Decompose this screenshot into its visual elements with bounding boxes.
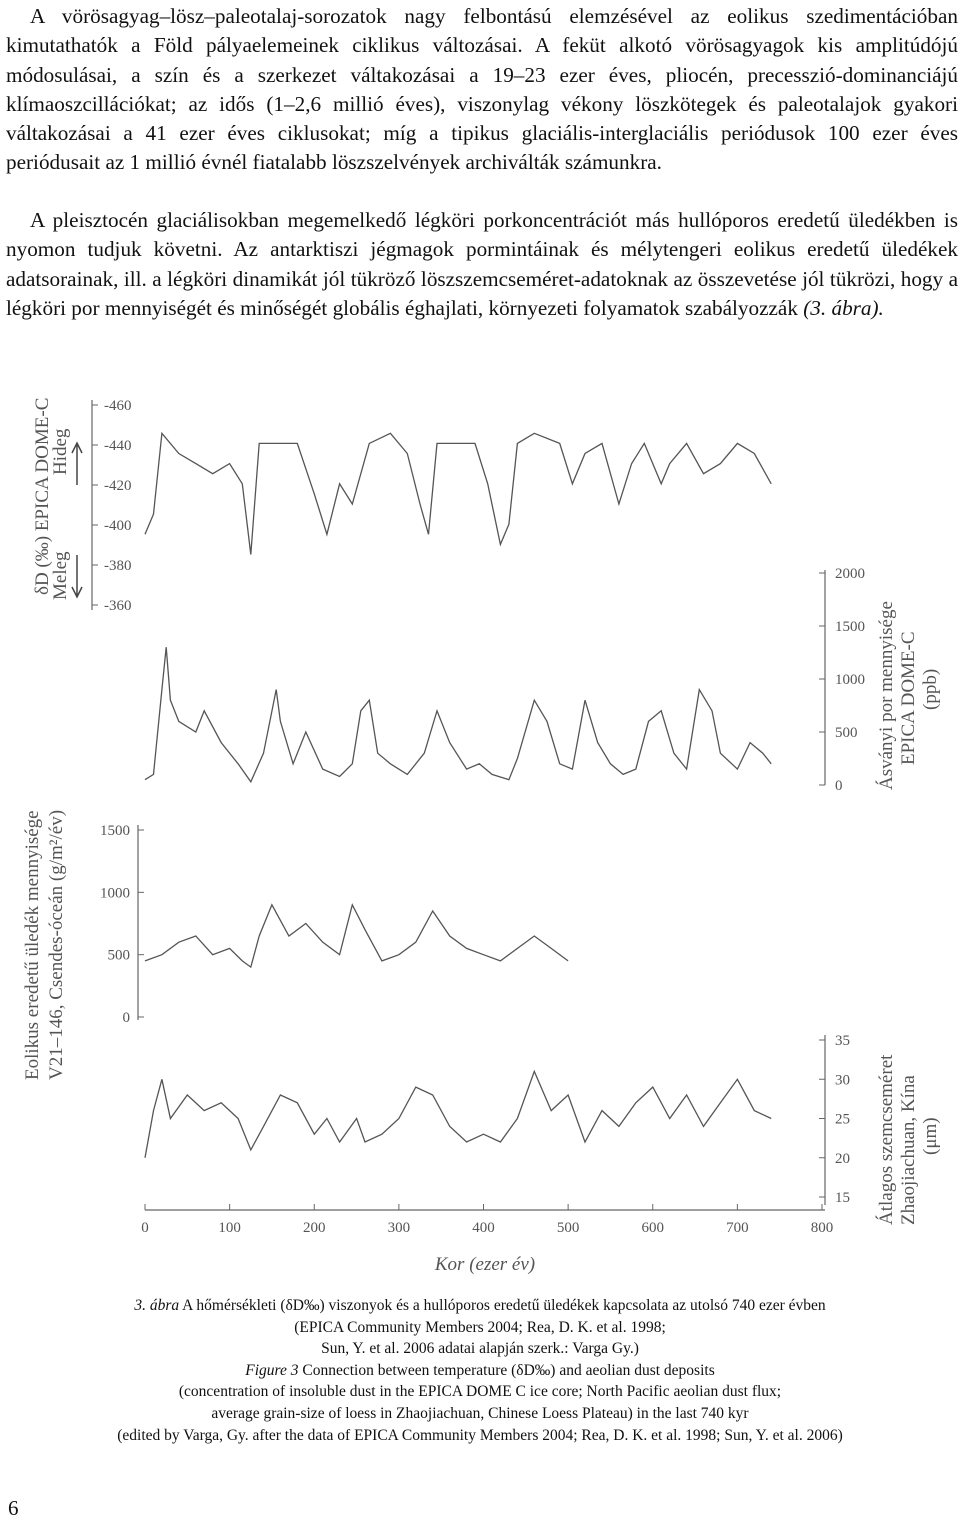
x-tick-label: 600: [641, 1220, 664, 1236]
caption-hu-line-2: (EPICA Community Members 2004; Rea, D. K. et al. 1998;: [294, 1318, 666, 1336]
panel2-tick-label: 1000: [835, 672, 865, 688]
caption-hu-text: A hőmérsékleti (δD‰) viszonyok és a hullóporos eredetű üledékek kapcsolata az utolsó 740 ezer évben: [179, 1297, 826, 1314]
panel3-tick-label: 1500: [100, 823, 130, 839]
panel4-tick-label: 15: [835, 1190, 850, 1206]
panel2-tick-label: 500: [835, 725, 858, 741]
caption-en-line-3: average grain-size of loess in Zhaojiachuan, Chinese Loess Plateau) in the last 740 kyr: [211, 1404, 749, 1422]
panel1-tick-label: -460: [104, 398, 132, 414]
panel2-ylabel-3: (ppb): [920, 668, 941, 710]
grainsize-series-line: [145, 1071, 771, 1157]
x-tick-label: 700: [726, 1220, 749, 1236]
panel4-ylabel-2: Zhaojiachuan, Kína: [898, 1075, 919, 1225]
caption-hu-number: 3. ábra: [134, 1297, 180, 1314]
paragraph-2-text: A pleisztocén glaciálisokban megemelkedő légköri porkoncentrációt más hullóporos eredetű üledékben is nyomon tudjuk követni. Az antarktiszi jégmagok pormintáinak és mélytengeri eolikus eredetű üledékek adatsorainak, ill. a légköri dinamikát jól tükröző löszszemcseméret-adatoknak az összevetése jól tükrözi, hogy a légköri por mennyiségét és minőségét globális éghajlati, környezeti folyamatok szabályozzák: [6, 208, 958, 320]
caption-en-number: Figure 3: [245, 1361, 299, 1379]
panel3-ylabel-2: V21–146, Csendes-óceán (g/m²/év): [46, 809, 67, 1080]
panel2-ylabel-1: Ásványi por mennyisége: [876, 601, 897, 790]
figure-3: [0, 385, 960, 1290]
x-axis-label: Kor (ezer év): [434, 1254, 536, 1275]
panel1-tick-label: -360: [104, 598, 132, 614]
x-tick-label: 200: [303, 1220, 326, 1236]
x-tick-label: 400: [472, 1220, 495, 1236]
caption-hu-line-1: [0, 1295, 960, 1317]
warm-label: Meleg: [50, 551, 71, 600]
caption-en-text: Connection between temperature (δD‰) and aeolian dust deposits: [298, 1361, 715, 1379]
panel4-ylabel-3: (μm): [920, 1117, 941, 1155]
panel3-tick-label: 1000: [100, 885, 130, 902]
x-tick-label: 100: [218, 1220, 241, 1236]
body-paragraph-2: [6, 206, 958, 323]
dd-series-line: [145, 433, 771, 554]
panel1-tick-label: -420: [104, 478, 132, 494]
panel1-tick-label: -400: [104, 518, 132, 534]
panel1-tick-label: -380: [104, 558, 132, 574]
x-tick-label: 800: [810, 1220, 834, 1236]
panel4-tick-label: 35: [835, 1033, 850, 1049]
caption-hu-line-3: Sun, Y. et al. 2006 adatai alapján szerk.: Varga Gy.): [321, 1340, 639, 1358]
panel2-tick-label: 2000: [835, 566, 865, 582]
x-tick-label: 300: [387, 1220, 411, 1236]
panel2-tick-label: 0: [835, 778, 843, 794]
panel2-ylabel-2: EPICA DOME-C: [898, 631, 919, 765]
panel4-tick-label: 30: [835, 1072, 850, 1089]
cold-arrow-icon: [72, 443, 82, 485]
caption-en-line-1: [0, 1360, 960, 1382]
caption-en-line-4: (edited by Varga, Gy. after the data of EPICA Community Members 2004; Rea, D. K. et al. 1998; Sun, Y. et al. 2006): [117, 1426, 843, 1444]
caption-en-line-2: (concentration of insoluble dust in the EPICA DOME C ice core; North Pacific aeolian dust flux;: [178, 1383, 782, 1401]
figure-reference: (3. ábra).: [803, 295, 884, 320]
panel4-tick-label: 25: [835, 1111, 850, 1128]
panel3-tick-label: 0: [122, 1010, 130, 1026]
body-paragraph-1: A vörösagyag–lösz–paleotalaj-sorozatok nagy felbontású elemzésével az eolikus szedimentációban kimutathatók a Föld pályaelemeinek ciklikus változásai. A feküt alkotó vörösagyagok kis amplitúdójú módosulásai, a szín és a szerkezet váltakozásai a 19–23 ezer éves, pliocén, precesszió-dominanciájú klímaoszcillációkat; az idős (1–2,6 millió éves), viszonylag vékony löszkötegek és paleotalajok gyakori váltakozásai a 41 ezer éves ciklusokat; míg a tipikus glaciális-interglaciális periódusok 100 ezer éves periódusait az 1 millió évnél fiatalabb löszszelvények archiválták számunkra.: [6, 4, 958, 175]
panel3-ylabel-1: Eolikus eredetű üledék mennyisége: [22, 810, 43, 1080]
panel4-tick-label: 20: [835, 1150, 850, 1167]
x-tick-label: 0: [141, 1220, 149, 1236]
x-tick-label: 500: [556, 1220, 580, 1236]
dust-series-line: [145, 647, 771, 782]
panel1-ylabel: δD (‰) EPICA DOME-C: [32, 397, 53, 595]
cold-label: Hideg: [50, 428, 71, 475]
panel2-tick-label: 1500: [835, 619, 865, 635]
figure-chart: [0, 385, 960, 1290]
figure-caption: [0, 1295, 960, 1446]
page-number: 6: [8, 1496, 19, 1520]
panel1-tick-label: -440: [104, 438, 132, 454]
warm-arrow-icon: [72, 555, 82, 597]
panel3-tick-label: 500: [107, 947, 130, 964]
pacific-series-line: [145, 905, 568, 967]
panel4-ylabel-1: Átlagos szemcseméret: [876, 1054, 897, 1225]
